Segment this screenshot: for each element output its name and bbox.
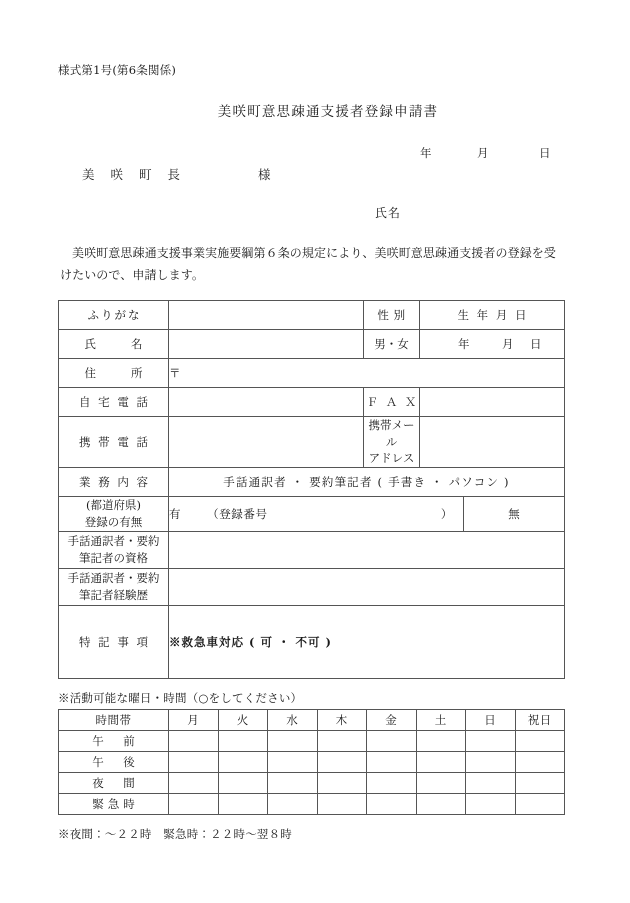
qualification-label-line2: 筆記者の資格 — [79, 551, 148, 566]
prefecture-no-option[interactable]: 無 — [464, 497, 565, 532]
availability-row-label-evening: 夜 間 — [59, 773, 169, 794]
availability-col-sat: 土 — [416, 710, 466, 731]
availability-col-holiday: 祝日 — [515, 710, 565, 731]
availability-cell[interactable] — [466, 752, 516, 773]
availability-cell[interactable] — [317, 794, 367, 815]
prefecture-registration-yes-field[interactable] — [169, 497, 464, 532]
prefecture-label-line1: (都道府県) — [86, 498, 141, 513]
name-value[interactable] — [169, 330, 364, 359]
availability-row-label-afternoon: 午 後 — [59, 752, 169, 773]
availability-cell[interactable] — [515, 773, 565, 794]
experience-value[interactable] — [169, 569, 565, 606]
gender-label: 性 別 — [364, 301, 420, 330]
availability-cell[interactable] — [317, 773, 367, 794]
table-row-home-phone — [59, 388, 565, 417]
availability-cell[interactable] — [466, 773, 516, 794]
availability-cell[interactable] — [416, 731, 466, 752]
mobile-mail-label-line1: 携帯メール — [368, 418, 415, 449]
work-type-label: 業 務 内 容 — [59, 468, 169, 497]
date-day-label: 日 — [539, 146, 551, 160]
table-row-qualification — [59, 532, 565, 569]
availability-cell[interactable] — [268, 773, 318, 794]
table-row-remarks — [59, 606, 565, 679]
addressee: 美 咲 町 長 — [82, 167, 186, 182]
qualification-label-line1: 手話通訳者・要約 — [67, 534, 160, 549]
home-phone-label: 自 宅 電 話 — [59, 388, 169, 417]
availability-cell[interactable] — [268, 794, 318, 815]
remarks-value[interactable]: ※救急車対応 ( 可 ・ 不可 ) — [169, 606, 565, 679]
availability-cell[interactable] — [317, 731, 367, 752]
table-row-prefecture-registration — [59, 497, 565, 532]
gender-options[interactable]: 男・女 — [364, 330, 420, 359]
address-label: 住 所 — [59, 359, 169, 388]
schedule-instruction: ※活動可能な曜日・時間（○をしてください） — [58, 691, 303, 705]
table-row-address — [59, 359, 565, 388]
availability-cell[interactable] — [317, 752, 367, 773]
table-row-morning — [59, 731, 565, 752]
availability-cell[interactable] — [515, 794, 565, 815]
availability-cell[interactable] — [218, 794, 268, 815]
availability-cell[interactable] — [169, 731, 219, 752]
availability-cell[interactable] — [515, 731, 565, 752]
table-row-furigana — [59, 301, 565, 330]
table-row-evening — [59, 773, 565, 794]
table-row-mobile-phone — [59, 417, 565, 468]
birth-month-label: 月 — [502, 337, 514, 351]
date-line — [420, 145, 551, 161]
table-row-work-type — [59, 468, 565, 497]
date-month-label: 月 — [477, 146, 489, 160]
availability-cell[interactable] — [367, 731, 417, 752]
availability-cell[interactable] — [416, 794, 466, 815]
availability-cell[interactable] — [367, 794, 417, 815]
availability-cell[interactable] — [218, 731, 268, 752]
birth-day-label: 日 — [530, 337, 542, 351]
home-phone-value[interactable] — [169, 388, 364, 417]
fax-value[interactable] — [420, 388, 565, 417]
availability-table — [58, 709, 565, 815]
mobile-mail-label — [364, 417, 420, 468]
schedule-footnote: ※夜間：～２２時 緊急時：２２時～翌８時 — [58, 827, 292, 841]
date-year-label: 年 — [420, 146, 432, 160]
availability-cell[interactable] — [367, 773, 417, 794]
prefecture-label-line2: 登録の有無 — [84, 515, 143, 530]
availability-col-sun: 日 — [466, 710, 516, 731]
mobile-mail-label-line2: アドレス — [368, 451, 415, 466]
qualification-label — [59, 532, 169, 569]
availability-cell[interactable] — [169, 794, 219, 815]
availability-cell[interactable] — [416, 773, 466, 794]
applicant-info-table — [58, 300, 565, 679]
remarks-label: 特 記 事 項 — [59, 606, 169, 679]
table-row-afternoon — [59, 752, 565, 773]
signer-name-label: 氏名 — [375, 206, 402, 220]
form-number: 様式第1号(第6条関係) — [58, 63, 177, 77]
body-paragraph: 美咲町意思疎通支援事業実施要綱第６条の規定により、美咲町意思疎通支援者の登録を受けたいので、申請します。 — [60, 246, 557, 283]
mobile-phone-label: 携 帯 電 話 — [59, 417, 169, 468]
availability-cell[interactable] — [416, 752, 466, 773]
table-row-experience — [59, 569, 565, 606]
availability-col-timeslot: 時間帯 — [59, 710, 169, 731]
experience-label-line2: 筆記者経験歴 — [79, 588, 148, 603]
name-label: 氏 名 — [59, 330, 169, 359]
availability-cell[interactable] — [218, 752, 268, 773]
table-row-emergency — [59, 794, 565, 815]
furigana-label: ふりがな — [59, 301, 169, 330]
availability-cell[interactable] — [268, 752, 318, 773]
availability-col-tue: 火 — [218, 710, 268, 731]
address-value[interactable] — [169, 359, 565, 388]
availability-cell[interactable] — [169, 752, 219, 773]
availability-col-thu: 木 — [317, 710, 367, 731]
experience-label — [59, 569, 169, 606]
table-row-name — [59, 330, 565, 359]
birthdate-label: 生 年 月 日 — [420, 301, 565, 330]
availability-cell[interactable] — [367, 752, 417, 773]
availability-row-label-emergency: 緊急時 — [59, 794, 169, 815]
availability-cell[interactable] — [268, 731, 318, 752]
prefecture-yes-option[interactable]: 有 — [169, 507, 182, 522]
zip-mark-icon: 〒 — [169, 366, 181, 380]
availability-cell[interactable] — [466, 794, 516, 815]
qualification-value[interactable] — [169, 532, 565, 569]
experience-label-line1: 手話通訳者・要約 — [67, 571, 160, 586]
availability-col-fri: 金 — [367, 710, 417, 731]
furigana-value[interactable] — [169, 301, 364, 330]
availability-col-mon: 月 — [169, 710, 219, 731]
fax-label: Ｆ Ａ Ｘ — [364, 388, 420, 417]
prefecture-number-label: （登録番号 — [207, 507, 268, 522]
addressee-honorific: 様 — [258, 167, 271, 182]
availability-col-wed: 水 — [268, 710, 318, 731]
birth-year-label: 年 — [458, 337, 470, 351]
mobile-phone-value[interactable] — [169, 417, 364, 468]
availability-header-row — [59, 710, 565, 731]
availability-cell[interactable] — [515, 752, 565, 773]
prefecture-registration-label — [59, 497, 169, 532]
work-type-options[interactable]: 手話通訳者 ・ 要約筆記者 ( 手書き ・ パソコン ) — [169, 468, 565, 497]
availability-row-label-morning: 午 前 — [59, 731, 169, 752]
mobile-mail-value[interactable] — [420, 417, 565, 468]
page-title: 美咲町意思疎通支援者登録申請書 — [217, 104, 439, 120]
availability-cell[interactable] — [218, 773, 268, 794]
birthdate-value[interactable] — [420, 330, 565, 359]
prefecture-number-close-paren: ） — [440, 507, 453, 522]
availability-cell[interactable] — [466, 731, 516, 752]
availability-cell[interactable] — [169, 773, 219, 794]
